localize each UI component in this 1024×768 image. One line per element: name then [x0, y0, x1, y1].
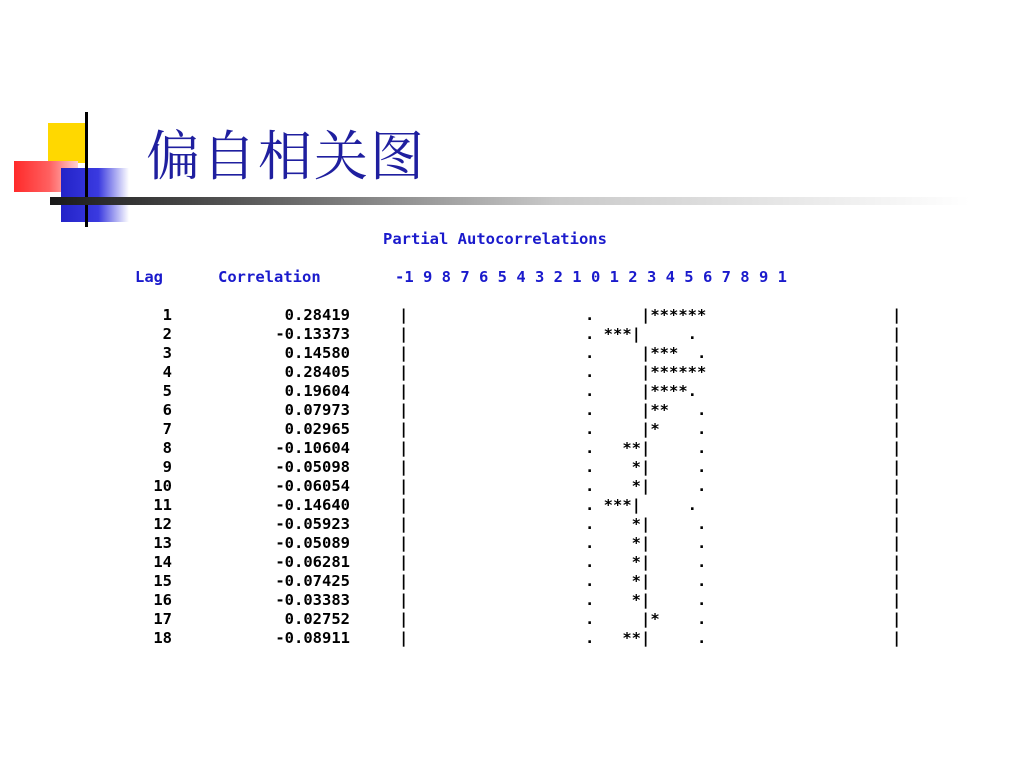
- bar-marks: . |******: [585, 306, 707, 324]
- correlation-value: -0.05098: [275, 458, 350, 476]
- lag-value: 12: [153, 515, 172, 533]
- lag-value: 11: [153, 496, 172, 514]
- lag-value: 10: [153, 477, 172, 495]
- left-border: |: [399, 458, 409, 476]
- ornament-yellow-square: [48, 123, 88, 163]
- table-row: [0, 401, 1024, 420]
- bar-marks: . *| .: [585, 458, 707, 476]
- lag-value: 14: [153, 553, 172, 571]
- correlation-value: 0.02752: [284, 610, 350, 628]
- table-row: [0, 572, 1024, 591]
- table-row: [0, 477, 1024, 496]
- right-border: |: [892, 306, 902, 324]
- correlation-value: 0.19604: [284, 382, 350, 400]
- left-border: |: [399, 420, 409, 438]
- correlation-value: -0.13373: [275, 325, 350, 343]
- bar-marks: . ***| .: [585, 496, 697, 514]
- left-border: |: [399, 534, 409, 552]
- lag-value: 16: [153, 591, 172, 609]
- table-row: [0, 325, 1024, 344]
- bar-marks: . |*** .: [585, 344, 707, 362]
- right-border: |: [892, 610, 902, 628]
- table-row: [0, 306, 1024, 325]
- lag-value: 18: [153, 629, 172, 647]
- right-border: |: [892, 496, 902, 514]
- right-border: |: [892, 477, 902, 495]
- table-row: [0, 363, 1024, 382]
- lag-value: 2: [162, 325, 172, 343]
- bar-marks: . |** .: [585, 401, 707, 419]
- table-row: [0, 610, 1024, 629]
- left-border: |: [399, 515, 409, 533]
- right-border: |: [892, 325, 902, 343]
- table-row: [0, 629, 1024, 648]
- left-border: |: [399, 363, 409, 381]
- left-border: |: [399, 629, 409, 647]
- correlation-value: -0.05923: [275, 515, 350, 533]
- left-border: |: [399, 325, 409, 343]
- correlation-value: 0.28419: [284, 306, 350, 324]
- title-underline: [50, 197, 970, 205]
- correlation-value: -0.08911: [275, 629, 350, 647]
- bar-marks: . **| .: [585, 629, 707, 647]
- bar-marks: . *| .: [585, 477, 707, 495]
- table-row: [0, 439, 1024, 458]
- lag-value: 4: [162, 363, 172, 381]
- column-header-scale: -1 9 8 7 6 5 4 3 2 1 0 1 2 3 4 5 6 7 8 9 1: [395, 268, 787, 286]
- correlation-value: -0.07425: [275, 572, 350, 590]
- correlation-value: -0.06281: [275, 553, 350, 571]
- bar-marks: . ***| .: [585, 325, 697, 343]
- right-border: |: [892, 572, 902, 590]
- lag-value: 7: [162, 420, 172, 438]
- table-row: [0, 420, 1024, 439]
- ornament-vertical-line: [85, 112, 88, 227]
- left-border: |: [399, 496, 409, 514]
- table-row: [0, 382, 1024, 401]
- lag-value: 15: [153, 572, 172, 590]
- right-border: |: [892, 458, 902, 476]
- left-border: |: [399, 401, 409, 419]
- correlation-value: -0.03383: [275, 591, 350, 609]
- correlation-value: -0.06054: [275, 477, 350, 495]
- bar-marks: . |* .: [585, 420, 707, 438]
- bar-marks: . *| .: [585, 515, 707, 533]
- bar-marks: . *| .: [585, 572, 707, 590]
- right-border: |: [892, 363, 902, 381]
- lag-value: 8: [162, 439, 172, 457]
- bar-marks: . *| .: [585, 534, 707, 552]
- correlation-value: 0.07973: [284, 401, 350, 419]
- table-row: [0, 591, 1024, 610]
- slide-title: 偏自相关图: [146, 125, 426, 188]
- right-border: |: [892, 515, 902, 533]
- left-border: |: [399, 477, 409, 495]
- correlation-value: -0.10604: [275, 439, 350, 457]
- ornament-blue-bar: [61, 168, 129, 222]
- right-border: |: [892, 553, 902, 571]
- right-border: |: [892, 629, 902, 647]
- output-title: Partial Autocorrelations: [383, 230, 607, 248]
- right-border: |: [892, 591, 902, 609]
- table-row: [0, 553, 1024, 572]
- correlation-value: 0.02965: [284, 420, 350, 438]
- correlation-value: 0.14580: [284, 344, 350, 362]
- correlation-value: 0.28405: [284, 363, 350, 381]
- bar-marks: . |******: [585, 363, 707, 381]
- table-row: [0, 344, 1024, 363]
- left-border: |: [399, 591, 409, 609]
- lag-value: 9: [162, 458, 172, 476]
- left-border: |: [399, 382, 409, 400]
- table-row: [0, 515, 1024, 534]
- bar-marks: . |* .: [585, 610, 707, 628]
- lag-value: 3: [162, 344, 172, 362]
- left-border: |: [399, 572, 409, 590]
- right-border: |: [892, 344, 902, 362]
- left-border: |: [399, 306, 409, 324]
- column-header-lag: Lag: [135, 268, 163, 286]
- left-border: |: [399, 553, 409, 571]
- bar-marks: . **| .: [585, 439, 707, 457]
- bar-marks: . *| .: [585, 553, 707, 571]
- bar-marks: . |****.: [585, 382, 697, 400]
- table-row: [0, 458, 1024, 477]
- left-border: |: [399, 344, 409, 362]
- right-border: |: [892, 382, 902, 400]
- column-header-correlation: Correlation: [218, 268, 321, 286]
- left-border: |: [399, 439, 409, 457]
- correlation-value: -0.05089: [275, 534, 350, 552]
- right-border: |: [892, 420, 902, 438]
- lag-value: 1: [162, 306, 172, 324]
- partial-autocorrelation-table: [0, 306, 1024, 648]
- right-border: |: [892, 439, 902, 457]
- lag-value: 17: [153, 610, 172, 628]
- left-border: |: [399, 610, 409, 628]
- lag-value: 6: [162, 401, 172, 419]
- right-border: |: [892, 401, 902, 419]
- bar-marks: . *| .: [585, 591, 707, 609]
- table-row: [0, 534, 1024, 553]
- right-border: |: [892, 534, 902, 552]
- lag-value: 5: [162, 382, 172, 400]
- lag-value: 13: [153, 534, 172, 552]
- correlation-value: -0.14640: [275, 496, 350, 514]
- table-row: [0, 496, 1024, 515]
